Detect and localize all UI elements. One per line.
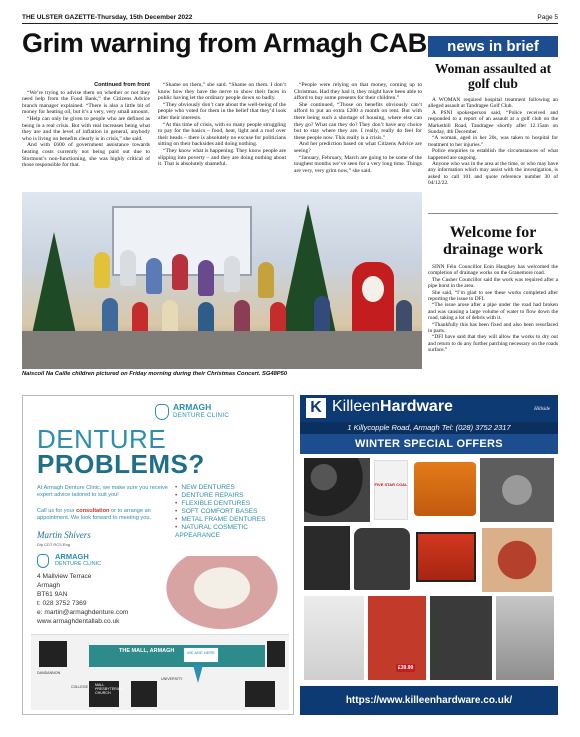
news-in-brief-banner: news in brief (428, 36, 558, 57)
tooth-icon (155, 404, 169, 420)
product-grid (300, 454, 558, 686)
photo-caption: Naiscoil Na Caille children pictured on Friday morning during their Christmas Concert. SG48P50 (22, 371, 288, 377)
para: She continued, “Those on benefits obviously can’t afford to put an extra £200 a month on rent. But with there being such a shortage of housing, where else can they go? What can they do? They don’t have any choice but to stay where they are. I really, really do feel for these people now. This really is a crisis.” (294, 101, 422, 141)
page-number: Page 5 (537, 14, 558, 21)
hardware-website[interactable]: https://www.killeenhardware.co.uk/ (300, 686, 558, 715)
para: Anyone who was in the area at the time, or who may have any information which may assist with the investigation, is asked to call 101 and quote reference number 30 of 04/12/22. (428, 161, 558, 187)
child (94, 252, 110, 288)
map-label: DANDANNON (37, 671, 61, 675)
service-item: • METAL FRAME DENTURES (175, 516, 293, 524)
brief-headline: Woman assaulted at golf club (434, 61, 552, 91)
map-building (131, 681, 157, 707)
logs-product (480, 458, 554, 522)
name-bold: Hardware (380, 398, 453, 415)
service-item: • NATURAL COSMETIC APPEARANCE (175, 524, 293, 540)
address-line: Armagh (37, 582, 61, 589)
clinic-logo-name: ARMAGH (55, 552, 89, 561)
hardware-name (332, 398, 453, 416)
map-street-label: THE MALL, ARMAGH (89, 645, 265, 667)
brief-story-1 (428, 57, 558, 213)
para: “We’re trying to advise them on whether or not they need help from the Food Bank,” the Citizens Advice branch manager explained. “There is also a little bit of money for heating oil, but it’s a very, very small amount. (22, 89, 150, 116)
clinic-logo-sub: DENTURE CLINIC (55, 561, 102, 567)
map-pin-icon (193, 665, 203, 683)
ad-intro: At Armagh Denture Clinic, we make sure you receive expert advice tailored to suit you! (37, 485, 168, 498)
clinic-email[interactable]: e: martin@armaghdenture.com (37, 609, 129, 616)
cta-bold: consultation (76, 508, 110, 514)
hardware-logo-mark: K (306, 398, 326, 418)
child (172, 254, 188, 290)
ad-headline-2: PROBLEMS? (37, 449, 205, 479)
para: And with £600 of government assistance towards heating costs currently not being paid out due to Stormont’s non-functioning, she was highly critical of those responsible for that. (22, 142, 150, 169)
para: “DFI have said that they will allow the works to dry out and return to do any further patching necessary on the roads surface.” (428, 334, 558, 354)
name-light: Killeen (332, 398, 381, 415)
news-in-brief (428, 36, 558, 402)
address-line: BT61 9AN (37, 591, 68, 598)
denture-image (157, 556, 287, 636)
map-label: UNIVERSITY (161, 677, 183, 681)
masthead (22, 14, 558, 24)
para: “Help can only be given to people who are defined as being in a real crisis. But with real increases being what they are and the level of inflation in general, anybody who is living on benefits clearly is in crisis,” she said. (22, 115, 150, 142)
para: A PSNI spokesperson said, “Police received and responded to a report of an assault at a golf club on the Markethill Road, Tandragee shortly after 12.15am on Sunday, 4th December. (428, 109, 558, 136)
clinic-logo-sub: DENTURE CLINIC (173, 412, 230, 419)
qualifications: Dip CDT RCS Eng (37, 542, 71, 547)
hardware-phone[interactable]: 1 Killycopple Road, Armagh Tel: (028) 3752 2317 (300, 422, 558, 434)
para: A WOMAN required hospital treatment following an alleged assault at Tandragee Golf Club. (428, 97, 558, 110)
para: She said, “I’m glad to see these works completed after reporting the issue to DFI. (428, 289, 558, 303)
killeen-hardware-ad[interactable] (300, 395, 558, 715)
brief-headline: Welcome for drainage work (443, 224, 543, 258)
winter-offers-banner: WINTER SPECIAL OFFERS (300, 434, 558, 454)
para: SINN Féin Councillor Eoin Haughey has welcomed the completion of drainage works on the Granemore road. (428, 264, 558, 277)
coal-bag-label: FIVE STAR COAL (374, 482, 408, 487)
paper-date: THE ULSTER GAZETTE-Thursday, 15th December 2022 (22, 14, 193, 21)
we-are-here-label: WE ARE HERE (183, 647, 219, 663)
service-item: • NEW DENTURES (175, 484, 293, 492)
firewood-sack-product (482, 528, 552, 592)
continued-label: Continued from front (94, 82, 150, 88)
clinic-address (37, 572, 128, 626)
heater-product (496, 596, 554, 680)
map-building (267, 641, 285, 667)
child (224, 256, 240, 292)
coal-product (304, 458, 370, 522)
jacket-product (304, 526, 350, 590)
map-label: COLLEGE HILL (71, 685, 97, 689)
para: “They obviously don’t care about the well-being of the people who voted for them in the belief that they’d look after their interests. (158, 101, 286, 121)
diesel-heater-product (414, 462, 476, 516)
cta-text: Call us for your (37, 508, 77, 514)
para: “The issue arose after a pipe under the road had broken and was causing a large volume of water to flow down the road, taking a lot of debris with it. (428, 302, 558, 322)
para: Police enquiries to establish the circumstances of what happened are ongoing. (428, 148, 558, 161)
santa (352, 262, 394, 342)
tooth-icon (37, 554, 49, 568)
para: “January, February, March are going to be some of the toughest months we’ve seen for a very long time. Things are very, very grim now,” she said. (294, 154, 422, 174)
price-tag: £39.99 (398, 665, 414, 671)
para: “People were relying on that money, coming up to Christmas. Had they had it, they might have been able to afford to buy some presents for their children.” (294, 82, 422, 102)
map-label: MALL PRESBYTERIAN CHURCH (95, 683, 123, 695)
denture-clinic-ad[interactable] (22, 395, 294, 715)
map-building (245, 681, 275, 707)
para: “At this time of crisis, with so many people struggling to pay for the basics – food, heat, light and a roof over their heads – there is absolutely no excuse for politicians sitting on their backsides and doing nothing. (158, 121, 286, 148)
service-item: • DENTURE REPAIRS (175, 492, 293, 500)
lead-headline: Grim warning from Armagh CAB (22, 28, 427, 58)
ad-headline-1: DENTURE (37, 424, 167, 454)
address-line: 4 Mallview Terrace (37, 573, 92, 580)
hardware-script: Hillside (534, 407, 550, 412)
fireplace-product (430, 596, 492, 680)
brief-story-2 (428, 213, 558, 383)
child (314, 296, 330, 332)
clinic-logo (173, 402, 229, 419)
child (146, 258, 162, 294)
child (198, 260, 214, 296)
generator-product (416, 532, 476, 582)
location-map (31, 634, 289, 710)
services-list (175, 484, 293, 540)
child (120, 250, 136, 286)
map-building (39, 641, 67, 667)
christmas-concert-photo (22, 192, 422, 369)
stove-room-product (304, 596, 364, 680)
signature: Martin Shivers (37, 530, 91, 540)
floor (22, 331, 422, 369)
para: And her prediction based on what Citizens Advice are seeing? (294, 141, 422, 154)
child (258, 262, 274, 298)
para: “Shame on them,” she said. “Shame on them. I don’t know how they have the nerve to show their faces in public having let the ordinary people down so badly. (158, 82, 286, 102)
coal-bag-product (374, 460, 408, 520)
ad-call-to-action (37, 508, 173, 522)
para: “Thankfully this has been fixed and also been resurfaced in parts. (428, 321, 558, 335)
service-item: • FLEXIBLE DENTURES (175, 500, 293, 508)
para: The Cusher Councillor said the work was required after a pipe burst in the area. (428, 276, 558, 290)
service-item: • SOFT COMFORT BASES (175, 508, 293, 516)
clinic-phone[interactable]: t: 028 3752 7369 (37, 600, 87, 607)
child (102, 298, 118, 334)
workwear-product (354, 528, 410, 590)
clinic-website[interactable]: www.armaghdentallab.co.uk (37, 618, 120, 625)
cta-text: or to arrange an appointment. We look forward to meeting you. (37, 508, 152, 521)
para: “They know what is happening. They know people are slipping into poverty – and they are doing nothing about it. That is absolutely shameful. (158, 147, 286, 168)
para: “A woman, aged in her 20s, was taken to hospital for treatment to her injuries.” (428, 135, 558, 148)
clinic-logo-small (55, 552, 101, 567)
clinic-logo-name: ARMAGH (173, 402, 212, 412)
